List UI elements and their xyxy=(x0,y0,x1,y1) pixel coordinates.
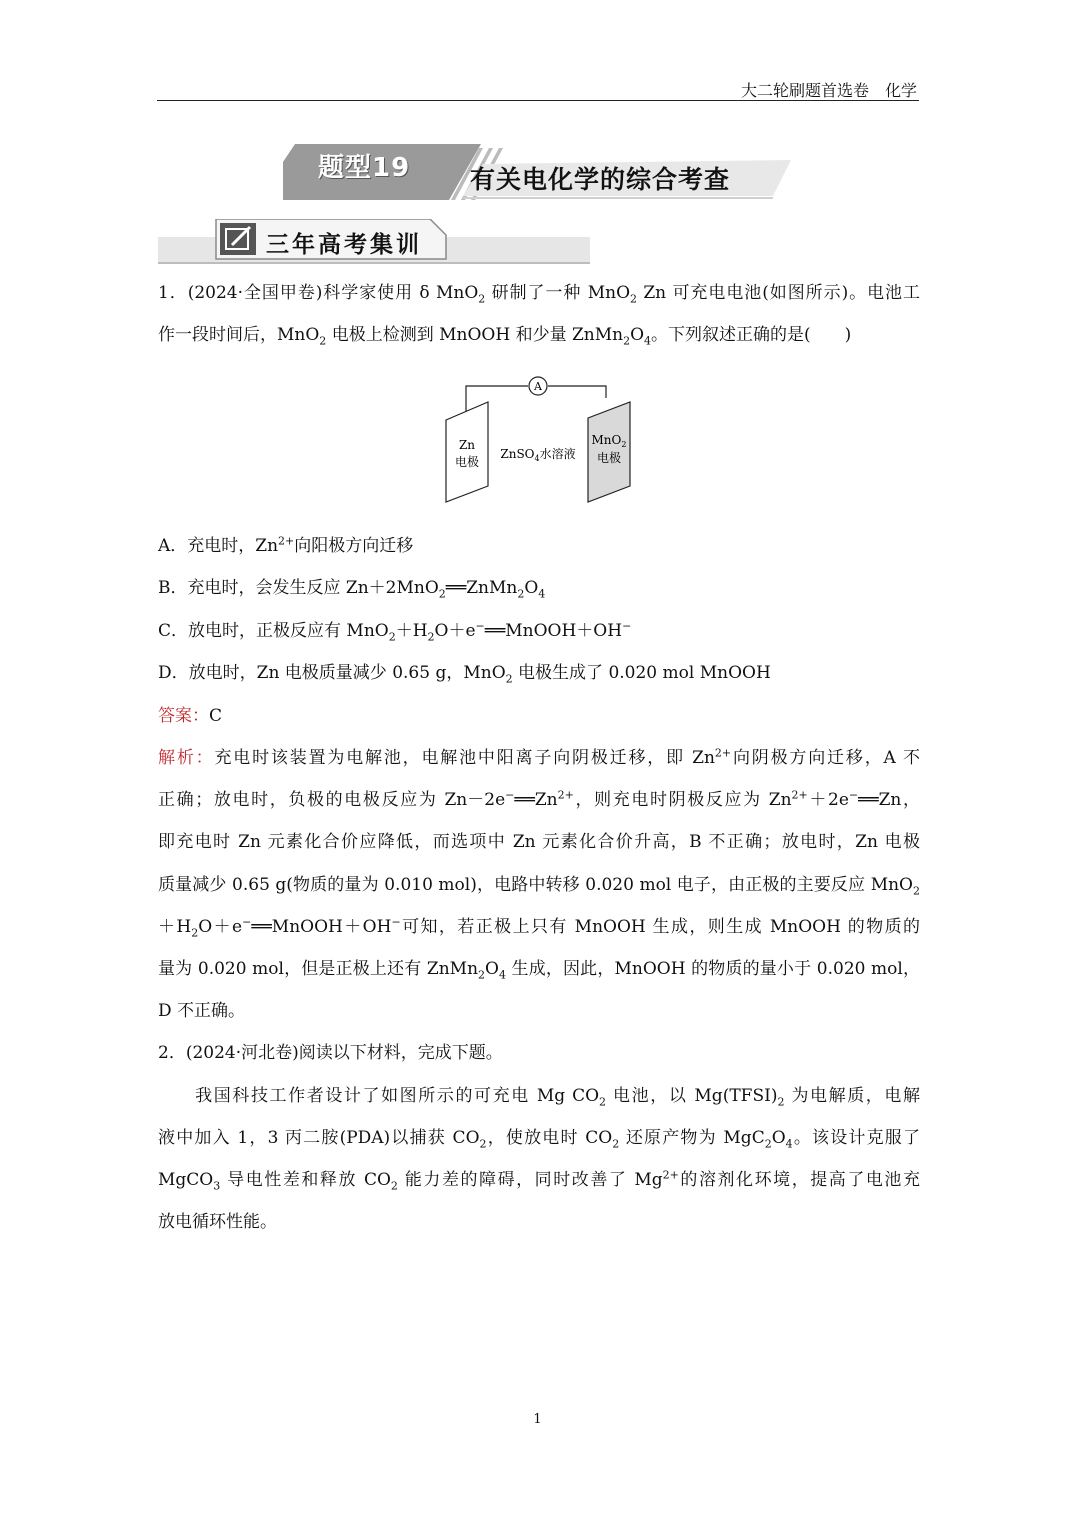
analysis-label: 解析： xyxy=(158,748,215,768)
q1-option-a: A．充电时，$Zn^{2+}$向阳极方向迁移 xyxy=(158,534,414,556)
analysis-line-2: 正确；放电时，负极的电极反应为 $Zn-2e^-══Zn^{2+}$，则充电时阴极反应为 $Zn^{2+}+2e^-══Zn$， xyxy=(158,788,920,810)
question-type-title: 有关电化学的综合考查 xyxy=(470,165,731,194)
q1-option-d: D．放电时，Zn 电极质量减少 0.65 g，MnO$_2$ 电极生成了 0.020 mol MnOOH xyxy=(158,663,771,686)
svg-text:A: A xyxy=(534,380,542,393)
svg-text:Zn: Zn xyxy=(458,438,476,452)
analysis-line-6: 量为 0.020 mol，但是正极上还有 $ZnMn_2O_4$ 生成，因此，MnOOH 的物质的量小于 0.020 mol， xyxy=(158,959,920,982)
q1-stem-line-1: 1．(2024·全国甲卷)科学家使用 δ MnO$_2$ 研制了一种 MnO$_2$ Zn 可充电电池(如图所示)。电池工 xyxy=(158,283,920,306)
svg-text:电极: 电极 xyxy=(596,451,622,465)
page-header xyxy=(157,76,919,101)
q1-stem-line-2: 作一段时间后，MnO$_2$ 电极上检测到 MnOOH 和少量 $ZnMn_2O_4$。下列叙述正确的是( ) xyxy=(158,325,852,348)
svg-text:电极: 电极 xyxy=(454,455,480,469)
section-title: 三年高考集训 xyxy=(266,232,422,258)
q2-stem: 2．(2024·河北卷)阅读以下材料，完成下题。 xyxy=(158,1043,503,1063)
page-number: 1 xyxy=(533,1412,542,1427)
header-title: 大二轮刷题首选卷 化学 xyxy=(740,81,917,100)
analysis-line-4: 质量减少 0.65 g(物质的量为 0.010 mol)，电路中转移 0.020 mol 电子，由正极的主要反应 MnO$_2$ xyxy=(158,875,920,898)
q2-material-line-2: 液中加入 1，3 丙二胺(PDA)以捕获 $CO_2$，使放电时 $CO_2$ 还原产物为 $MgC_2O_4$。该设计克服了 xyxy=(158,1128,921,1151)
analysis-line-5: $+H_2O+e^-══MnOOH+OH^-$可知，若正极上只有 MnOOH 生成，则生成 MnOOH 的物质的 xyxy=(158,915,920,940)
analysis-line-1: 解析：充电时该装置为电解池，电解池中阳离子向阴极迁移，即 $Zn^{2+}$向阴极方向迁移，A 不 xyxy=(158,746,921,768)
q1-option-c: C．放电时，正极反应有 $MnO_2+H_2O+e^-══MnOOH+OH^-$ xyxy=(158,619,632,644)
battery-diagram xyxy=(440,372,640,508)
question-type-label: 题型19 xyxy=(318,153,411,183)
q2-material-line-1: 我国科技工作者设计了如图所示的可充电 Mg $CO_2$ 电池，以 $Mg(TFSI)_2$ 为电解质，电解 xyxy=(158,1086,920,1109)
analysis-line-7: D 不正确。 xyxy=(158,1001,246,1021)
q1-option-b: B．充电时，会发生反应 $Zn+2MnO_2══ZnMn_2O_4$ xyxy=(158,578,546,601)
zn-electrode xyxy=(446,402,488,502)
analysis-line-3: 即充电时 Zn 元素化合价应降低，而选项中 Zn 元素化合价升高，B 不正确；放电时，Zn 电极 xyxy=(158,832,920,852)
q2-material-line-3: MgCO$_3$ 导电性差和释放 $CO_2$ 能力差的障碍，同时改善了 $Mg^{2+}$的溶剂化环境，提高了电池充 xyxy=(158,1168,920,1193)
svg-text:MnO2: MnO$_2$ xyxy=(591,433,627,449)
answer-label: 答案： xyxy=(158,706,209,726)
q1-answer: 答案：C xyxy=(158,706,223,726)
q2-material-line-4: 放电循环性能。 xyxy=(158,1212,277,1232)
svg-text:ZnSO4水溶液: ZnSO$_4$水溶液 xyxy=(500,447,576,463)
